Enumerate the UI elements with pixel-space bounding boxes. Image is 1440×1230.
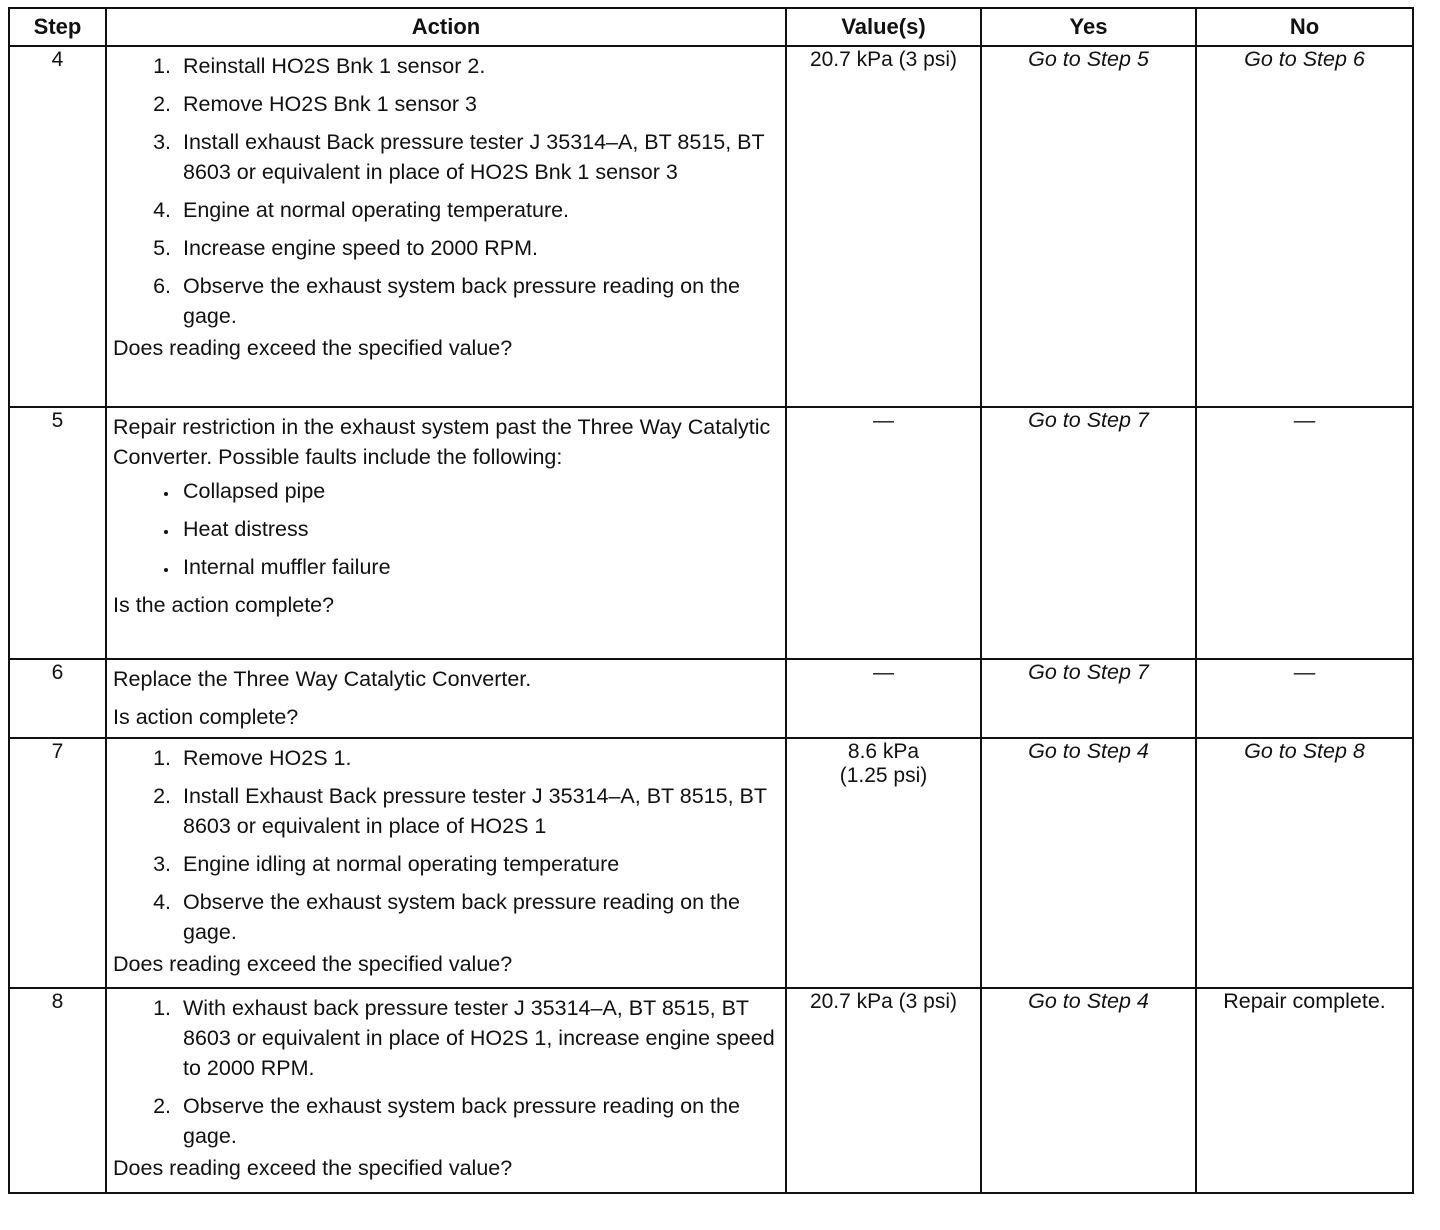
action-step-item: 2. Install Exhaust Back pressure tester J 35314–A, BT 8515, BT 8603 or equivalent in place of HO2S 1 (177, 781, 777, 841)
action-step-item: 5. Increase engine speed to 2000 RPM. (177, 233, 777, 263)
action-steps (113, 51, 777, 331)
step-number: 5 (9, 407, 106, 659)
value-cell: — (786, 407, 981, 659)
table-row-step-8 (9, 988, 1413, 1193)
action-step-item: 3. Install exhaust Back pressure tester J 35314–A, BT 8515, BT 8603 or equivalent in place of HO2S Bnk 1 sensor 3 (177, 127, 777, 187)
action-cell (106, 738, 786, 988)
action-step-item: 4. Observe the exhaust system back pressure reading on the gage. (177, 887, 777, 947)
no-cell: Repair complete. (1196, 988, 1413, 1193)
value-cell (786, 738, 981, 988)
action-cell (106, 988, 786, 1193)
action-question: Does reading exceed the specified value? (113, 1156, 513, 1180)
no-cell: Go to Step 6 (1196, 46, 1413, 407)
action-steps (113, 993, 777, 1151)
step-number: 4 (9, 46, 106, 407)
action-step-item: 2. Observe the exhaust system back pressure reading on the gage. (177, 1091, 777, 1151)
header-row (9, 8, 1413, 46)
no-cell: — (1196, 407, 1413, 659)
yes-cell: Go to Step 7 (981, 407, 1196, 659)
action-step-item: 3. Engine idling at normal operating temperature (177, 849, 777, 879)
value-line: 8.6 kPa (847, 740, 920, 763)
step-number: 8 (9, 988, 106, 1193)
fault-item: • Heat distress (179, 514, 777, 544)
value-line: (1.25 psi) (839, 764, 928, 787)
action-step-item: 1. Reinstall HO2S Bnk 1 sensor 2. (177, 51, 777, 81)
fault-item: • Collapsed pipe (179, 476, 777, 506)
action-step-item: 6. Observe the exhaust system back pressure reading on the gage. (177, 271, 777, 331)
yes-cell: Go to Step 7 (981, 659, 1196, 738)
step-number: 6 (9, 659, 106, 738)
diagnostic-table (8, 7, 1414, 1194)
fault-list (113, 476, 777, 582)
header-no: No (1196, 8, 1413, 46)
value-cell: 20.7 kPa (3 psi) (786, 988, 981, 1193)
action-question: Does reading exceed the specified value? (113, 336, 513, 360)
action-cell (106, 407, 786, 659)
action-step-item: 1. Remove HO2S 1. (177, 743, 777, 773)
table-row-step-4 (9, 46, 1413, 407)
action-question: Does reading exceed the specified value? (113, 952, 513, 976)
action-text: Repair restriction in the exhaust system past the Three Way Catalytic Converter. Possible faults include the following: (113, 415, 771, 469)
action-cell (106, 46, 786, 407)
header-step: Step (9, 8, 106, 46)
header-values: Value(s) (786, 8, 981, 46)
header-action: Action (106, 8, 786, 46)
action-question: Is action complete? (113, 705, 299, 729)
yes-cell: Go to Step 5 (981, 46, 1196, 407)
yes-cell: Go to Step 4 (981, 738, 1196, 988)
action-cell (106, 659, 786, 738)
no-cell: — (1196, 659, 1413, 738)
step-number: 7 (9, 738, 106, 988)
no-cell: Go to Step 8 (1196, 738, 1413, 988)
value-cell: 20.7 kPa (3 psi) (786, 46, 981, 407)
yes-cell: Go to Step 4 (981, 988, 1196, 1193)
action-step-item: 4. Engine at normal operating temperature. (177, 195, 777, 225)
action-question: Is the action complete? (113, 593, 335, 617)
header-yes: Yes (981, 8, 1196, 46)
table-row-step-7 (9, 738, 1413, 988)
table-row-step-5 (9, 407, 1413, 659)
action-steps (113, 743, 777, 947)
action-step-item: 1. With exhaust back pressure tester J 35314–A, BT 8515, BT 8603 or equivalent in place of HO2S 1, increase engine speed to 2000 RPM. (177, 993, 777, 1083)
value-cell: — (786, 659, 981, 738)
fault-item: • Internal muffler failure (179, 552, 777, 582)
table-row-step-6 (9, 659, 1413, 738)
action-text: Replace the Three Way Catalytic Converter. (113, 667, 532, 691)
action-step-item: 2. Remove HO2S Bnk 1 sensor 3 (177, 89, 777, 119)
